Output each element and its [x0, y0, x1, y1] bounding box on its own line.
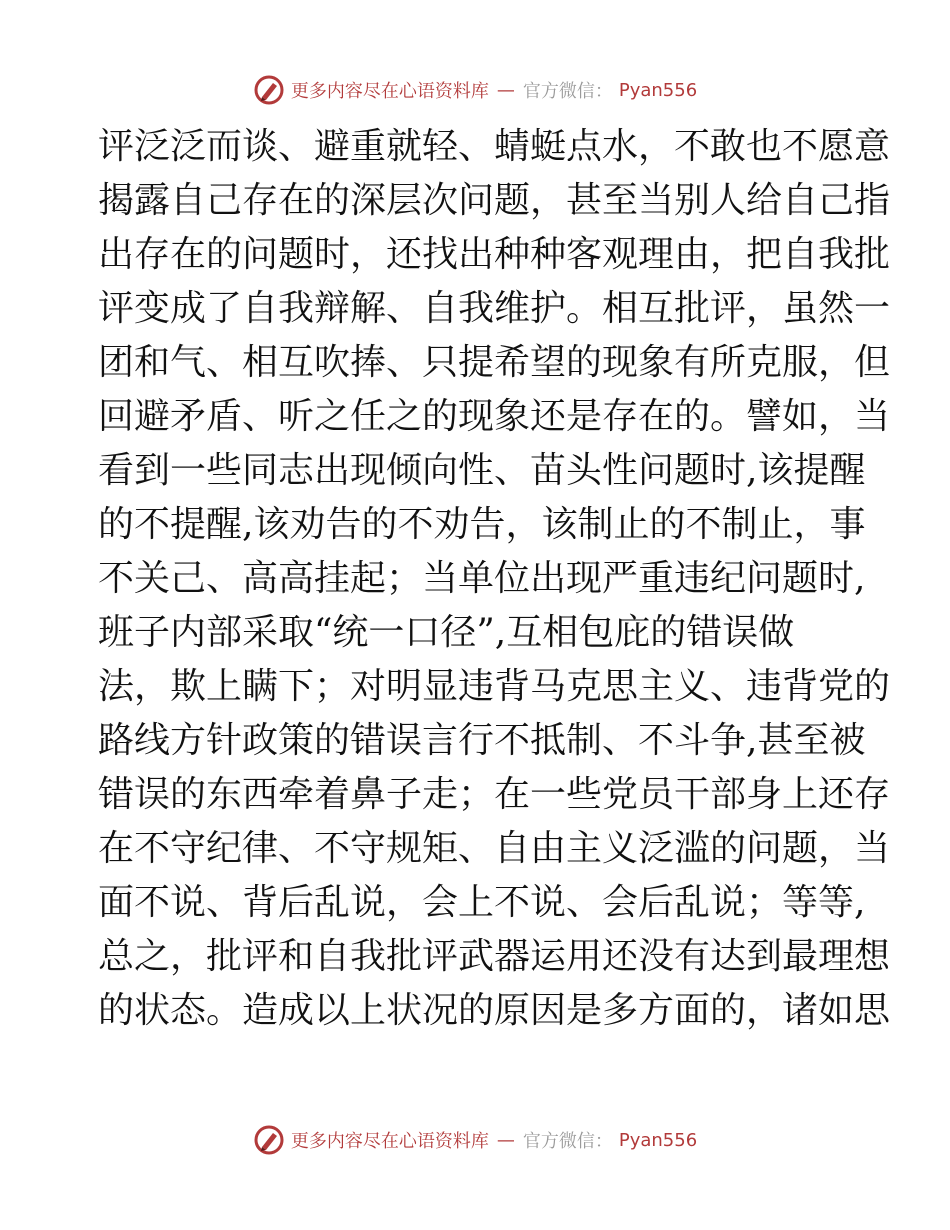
body-line: 的不提醒,该劝告的不劝告，该制止的不制止，事	[98, 504, 866, 545]
body-line: 揭露自己存在的深层次问题，甚至当别人给自己指	[98, 180, 891, 221]
body-line: 回避矛盾、听之任之的现象还是存在的。譬如，当	[98, 396, 891, 437]
body-line: 在不守纪律、不守规矩、自由主义泛滥的问题，当	[98, 828, 891, 869]
body-line: 错误的东西牵着鼻子走；在一些党员干部身上还存	[98, 774, 891, 815]
footer-watermark	[0, 1120, 950, 1160]
body-line: 总之，批评和自我批评武器运用还没有达到最理想	[98, 936, 891, 977]
body-line: 看到一些同志出现倾向性、苗头性问题时,该提醒	[98, 450, 866, 491]
watermark-label: 官方微信：	[522, 1131, 613, 1152]
header-watermark	[0, 70, 950, 110]
watermark-site-text: 更多内容尽在心语资料库	[290, 1131, 489, 1152]
watermark-wechat-id: Pyan556	[618, 79, 698, 101]
pen-logo-icon	[253, 74, 285, 106]
pen-logo-icon	[253, 1124, 285, 1156]
watermark-separator: —	[496, 79, 515, 101]
body-line: 班子内部采取“统一口径”,互相包庇的错误做	[98, 612, 795, 653]
watermark-wechat-id: Pyan556	[618, 1129, 698, 1151]
body-line: 评泛泛而谈、避重就轻、蜻蜓点水，不敢也不愿意	[98, 126, 891, 167]
document-body	[98, 120, 891, 1038]
body-line: 出存在的问题时，还找出种种客观理由，把自我批	[98, 234, 891, 275]
watermark-site-text: 更多内容尽在心语资料库	[290, 81, 489, 102]
body-line: 面不说、背后乱说，会上不说、会后乱说；等等,	[98, 882, 866, 923]
watermark-label: 官方微信：	[522, 81, 613, 102]
body-line: 的状态。造成以上状况的原因是多方面的，诸如思	[98, 990, 891, 1031]
body-line: 评变成了自我辩解、自我维护。相互批评，虽然一	[98, 288, 891, 329]
body-line: 路线方针政策的错误言行不抵制、不斗争,甚至被	[98, 720, 866, 761]
body-line: 法，欺上瞒下；对明显违背马克思主义、违背党的	[98, 666, 891, 707]
watermark-separator: —	[496, 1129, 515, 1151]
body-line: 不关己、高高挂起；当单位出现严重违纪问题时,	[98, 558, 866, 599]
body-line: 团和气、相互吹捧、只提希望的现象有所克服，但	[98, 342, 891, 383]
